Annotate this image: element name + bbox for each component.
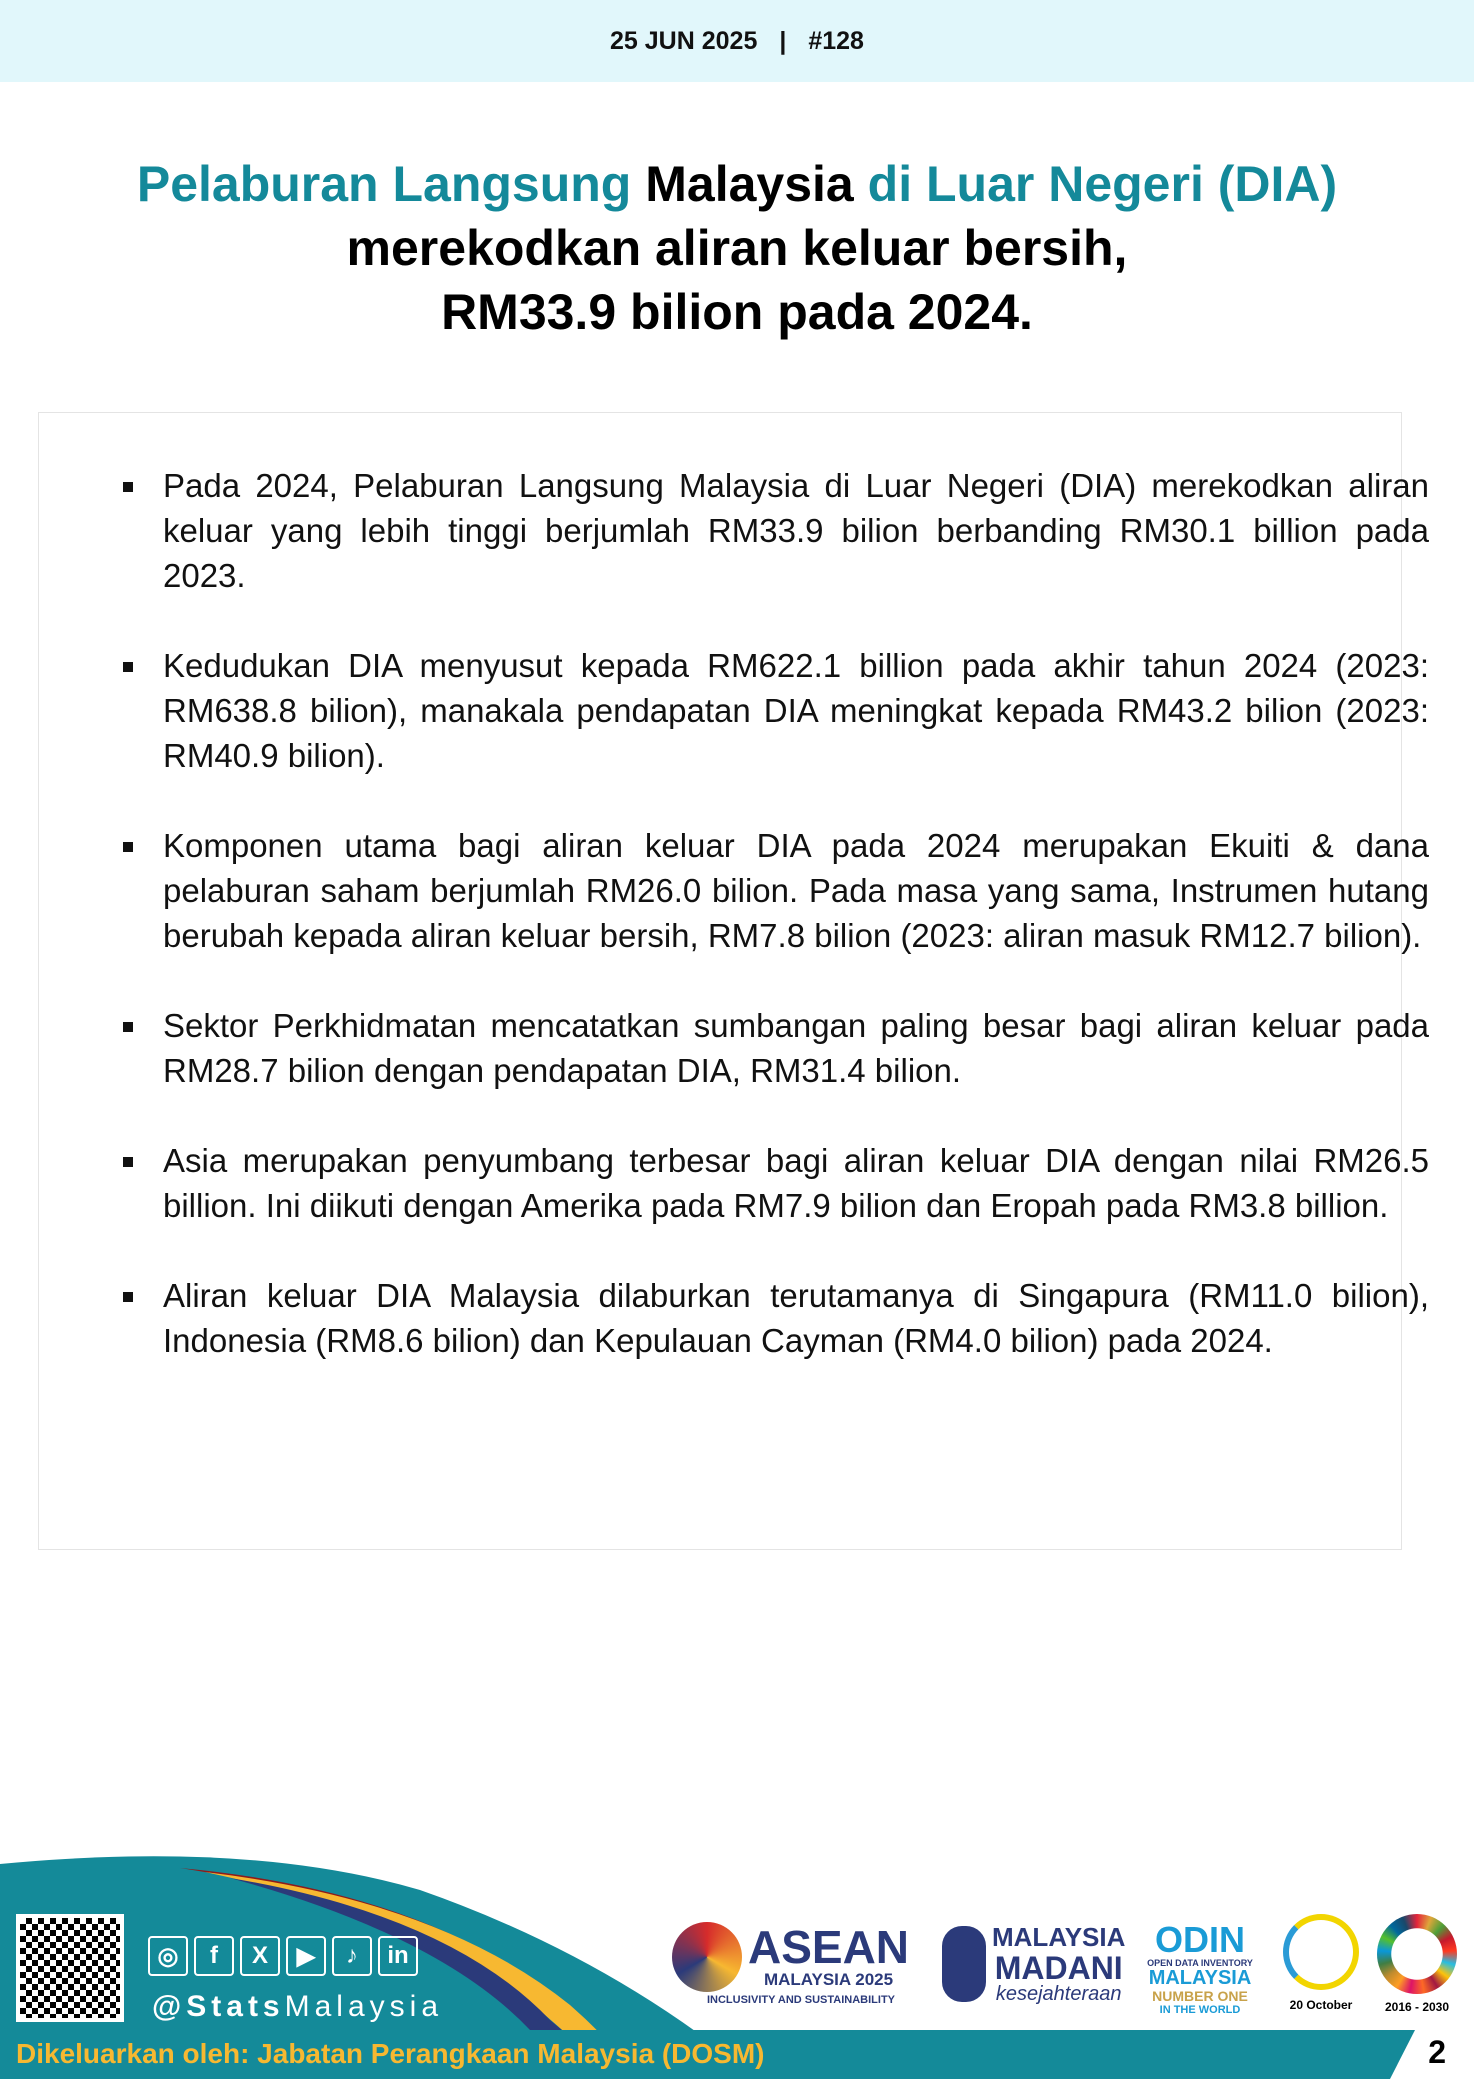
title-line-3: RM33.9 bilion pada 2024. (441, 284, 1033, 340)
issued-by: Dikeluarkan oleh: Jabatan Perangkaan Malaysia (DOSM) (16, 2038, 765, 2069)
facebook-icon[interactable]: f (194, 1936, 234, 1976)
bullet-item: Sektor Perkhidmatan mencatatkan sumbangan paling besar bagi aliran keluar pada RM28.7 bilion dengan pendapatan DIA, RM31.4 bilion. (123, 1003, 1429, 1093)
tiktok-icon[interactable]: ♪ (332, 1936, 372, 1976)
header-bar (0, 0, 1474, 82)
bullet-item: Asia merupakan penyumbang terbesar bagi aliran keluar DIA dengan nilai RM26.5 billion. Ini diikuti dengan Amerika pada RM7.9 bilion dan Eropah pada RM3.8 billion. (123, 1138, 1429, 1228)
bullet-list (123, 463, 1429, 1408)
title-part-3: di Luar Negeri (DIA) (867, 156, 1338, 212)
social-handle: @StatsMalaysia (152, 1990, 443, 2023)
page-title (0, 152, 1474, 344)
malaysia-madani-logo: MALAYSIA MADANI kesejahteraan (942, 1922, 1125, 2006)
bullet-item: Aliran keluar DIA Malaysia dilaburkan terutamanya di Singapura (RM11.0 bilion), Indonesia (RM8.6 bilion) dan Kepulauan Cayman (RM4.0 bilion) pada 2024. (123, 1273, 1429, 1363)
asean-emblem-icon (672, 1922, 742, 1992)
issue-number: #128 (808, 26, 864, 55)
youtube-icon[interactable]: ▶ (286, 1936, 326, 1976)
title-part-2: Malaysia (645, 156, 854, 212)
sdg-wheel-icon (1377, 1914, 1457, 1994)
title-line-2: merekodkan aliran keluar bersih, (346, 220, 1128, 276)
statistics-day-icon (1283, 1914, 1359, 1990)
x-icon[interactable]: X (240, 1936, 280, 1976)
summary-box (38, 412, 1429, 1550)
release-date: 25 JUN 2025 (610, 26, 758, 55)
bullet-item: Komponen utama bagi aliran keluar DIA pada 2024 merupakan Ekuiti & dana pelaburan saham berjumlah RM26.0 bilion. Pada masa yang sama, Instrumen hutang berubah kepada aliran keluar bersih, RM7.8 bilion (2023: aliran masuk RM12.7 bilion). (123, 823, 1429, 958)
qr-code[interactable] (16, 1914, 124, 2022)
asean-logo: ASEAN MALAYSIA 2025 INCLUSIVITY AND SUSTAINABILITY (672, 1922, 930, 2006)
madani-hand-icon (942, 1926, 986, 2002)
page-number: 2 (1428, 2034, 1446, 2070)
asean-tagline: INCLUSIVITY AND SUSTAINABILITY (706, 1994, 896, 2006)
odin-logo: ODIN OPEN DATA INVENTORY MALAYSIA NUMBER ONE IN THE WORLD (1147, 1919, 1253, 2016)
linkedin-icon[interactable]: in (378, 1936, 418, 1976)
bullet-item: Pada 2024, Pelaburan Langsung Malaysia di Luar Negeri (DIA) merekodkan aliran keluar yang lebih tinggi berjumlah RM33.9 bilion berbanding RM30.1 billion pada 2023. (123, 463, 1429, 598)
bullet-item: Kedudukan DIA menyusut kepada RM622.1 billion pada akhir tahun 2024 (2023: RM638.8 bilion), manakala pendapatan DIA meningkat kepada RM43.2 bilion (2023: RM40.9 bilion). (123, 643, 1429, 778)
statistics-day-logo: 20 October (1276, 1914, 1366, 2012)
social-icons (148, 1936, 418, 1976)
header-separator: | (779, 26, 787, 55)
sdg-logo: 2016 - 2030 (1372, 1914, 1462, 2014)
instagram-icon[interactable]: ◎ (148, 1936, 188, 1976)
title-part-1: Pelaburan Langsung (136, 156, 632, 212)
